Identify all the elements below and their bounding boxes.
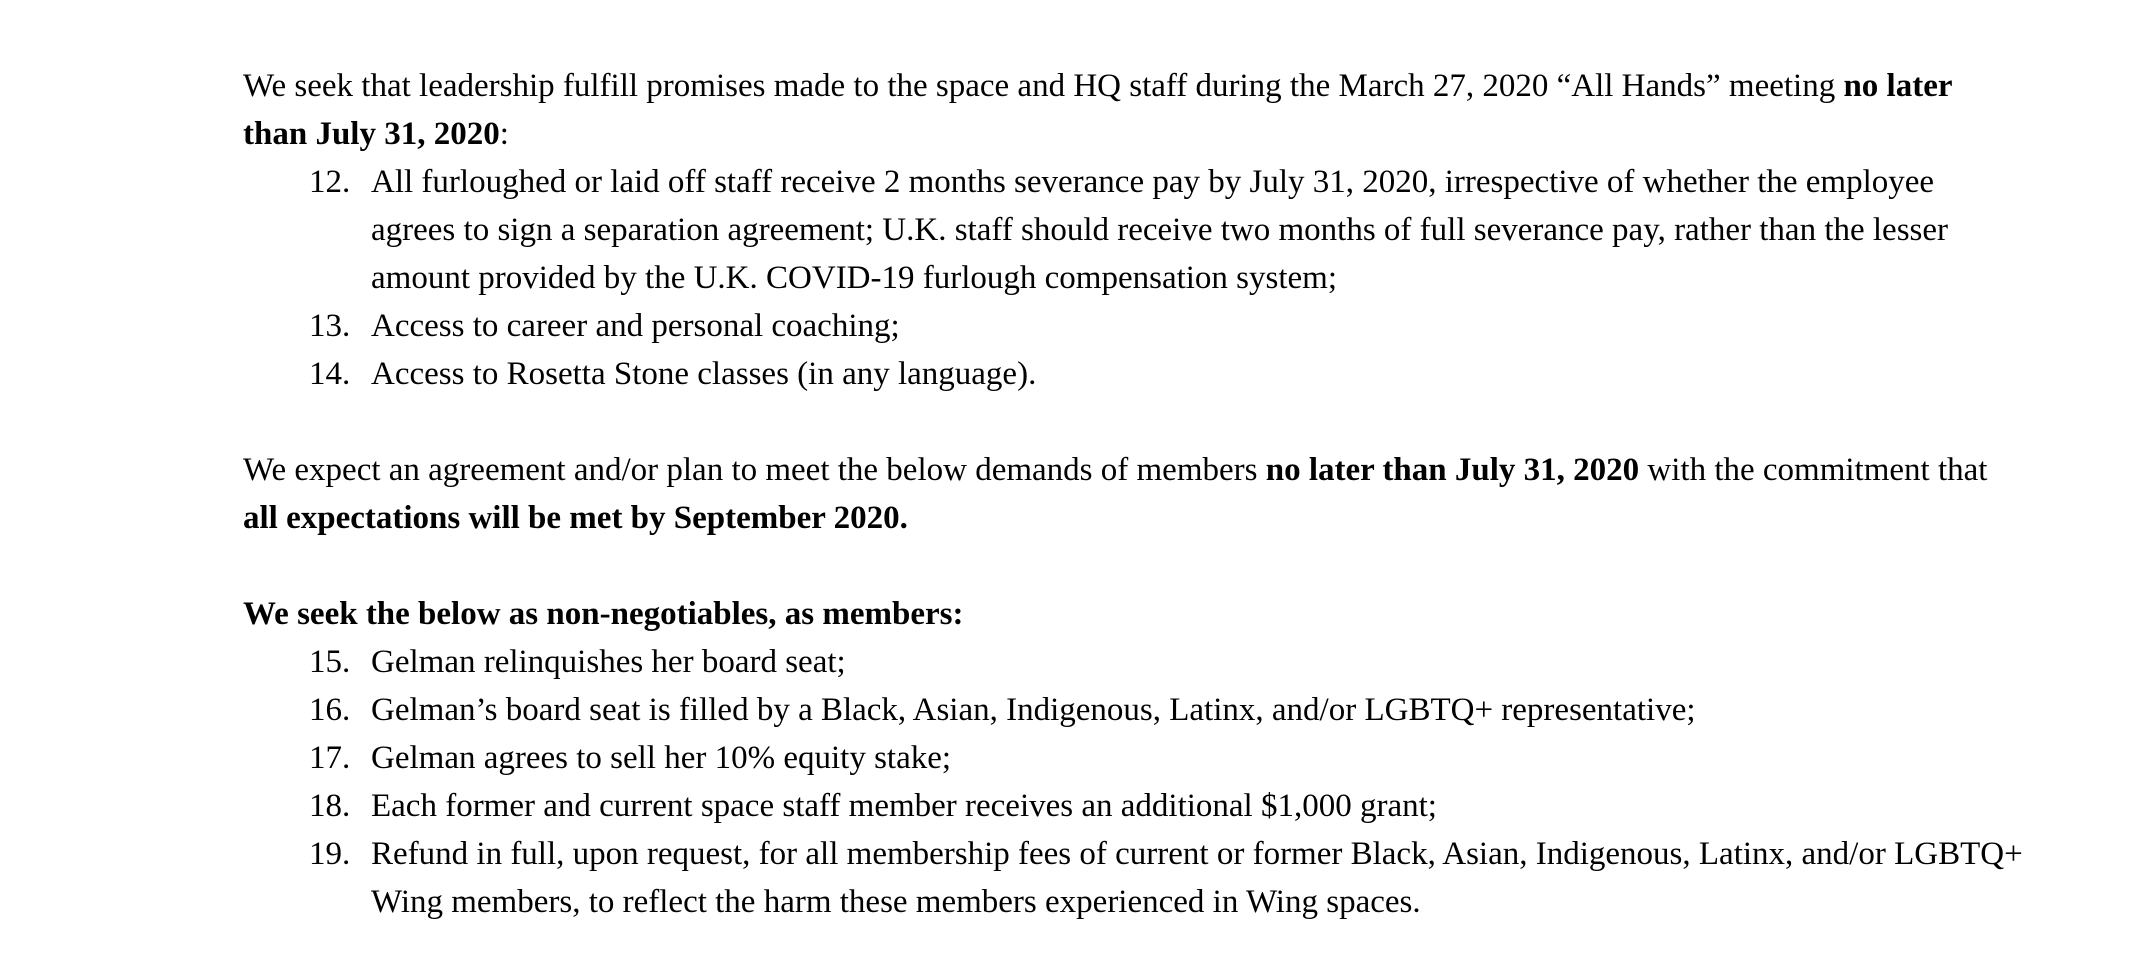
section2-text-1: We expect an agreement and/or plan to meet the below demands of members bbox=[243, 452, 1266, 488]
section3-heading-text: We seek the below as non-negotiables, as members: bbox=[243, 596, 964, 632]
list-item bbox=[243, 830, 2023, 926]
list-item-text: Gelman’s board seat is filled by a Black, Asian, Indigenous, Latinx, and/or LGBTQ+ representative; bbox=[371, 692, 1696, 728]
list-item-text: Access to career and personal coaching; bbox=[371, 308, 900, 344]
paragraph-spacer bbox=[243, 398, 2023, 446]
list-item-number: 19. bbox=[309, 836, 351, 872]
list-item-text: Refund in full, upon request, for all membership fees of current or former Black, Asian, Indigenous, Latinx, and/or LGBTQ+ Wing members, to reflect the harm these members experienced in Wing spaces. bbox=[371, 836, 2023, 920]
section3-list bbox=[243, 638, 2023, 926]
list-item bbox=[243, 734, 2023, 782]
section1-intro-text: We seek that leadership fulfill promises made to the space and HQ staff during the March 27, 2020 “All Hands” meeting bbox=[243, 68, 1844, 104]
list-item-number: 17. bbox=[309, 740, 351, 776]
list-item-text: Access to Rosetta Stone classes (in any language). bbox=[371, 356, 1037, 392]
section2-deadline: no later than July 31, 2020 bbox=[1265, 452, 1640, 488]
section2-text-2: with the commitment that bbox=[1639, 452, 1988, 488]
document-page bbox=[243, 62, 2023, 926]
section1-intro-colon: : bbox=[499, 116, 509, 152]
section1-deadline: no later than July 31, 2020 bbox=[243, 68, 1952, 152]
list-item-number: 15. bbox=[309, 644, 351, 680]
list-item bbox=[243, 686, 2023, 734]
list-item bbox=[243, 302, 2023, 350]
list-item-number: 18. bbox=[309, 788, 351, 824]
section1-list bbox=[243, 158, 2023, 398]
section3-heading bbox=[243, 590, 2023, 638]
list-item-number: 16. bbox=[309, 692, 351, 728]
list-item bbox=[243, 350, 2023, 398]
list-item-number: 14. bbox=[309, 356, 351, 392]
list-item bbox=[243, 638, 2023, 686]
section2-commitment: all expectations will be met by September 2020. bbox=[243, 500, 908, 536]
list-item-number: 13. bbox=[309, 308, 351, 344]
list-item-number: 12. bbox=[309, 164, 351, 200]
list-item-text: Each former and current space staff member receives an additional $1,000 grant; bbox=[371, 788, 1437, 824]
section2-paragraph bbox=[243, 446, 2023, 542]
section1-intro bbox=[243, 62, 2023, 158]
list-item bbox=[243, 158, 2023, 302]
paragraph-spacer bbox=[243, 542, 2023, 590]
list-item bbox=[243, 782, 2023, 830]
list-item-text: All furloughed or laid off staff receive 2 months severance pay by July 31, 2020, irrespective of whether the employee agrees to sign a separation agreement; U.K. staff should receive two months of full severance pay, rather than the lesser amount provided by the U.K. COVID-19 furlough compensation system; bbox=[371, 164, 1949, 296]
list-item-text: Gelman relinquishes her board seat; bbox=[371, 644, 846, 680]
list-item-text: Gelman agrees to sell her 10% equity stake; bbox=[371, 740, 952, 776]
